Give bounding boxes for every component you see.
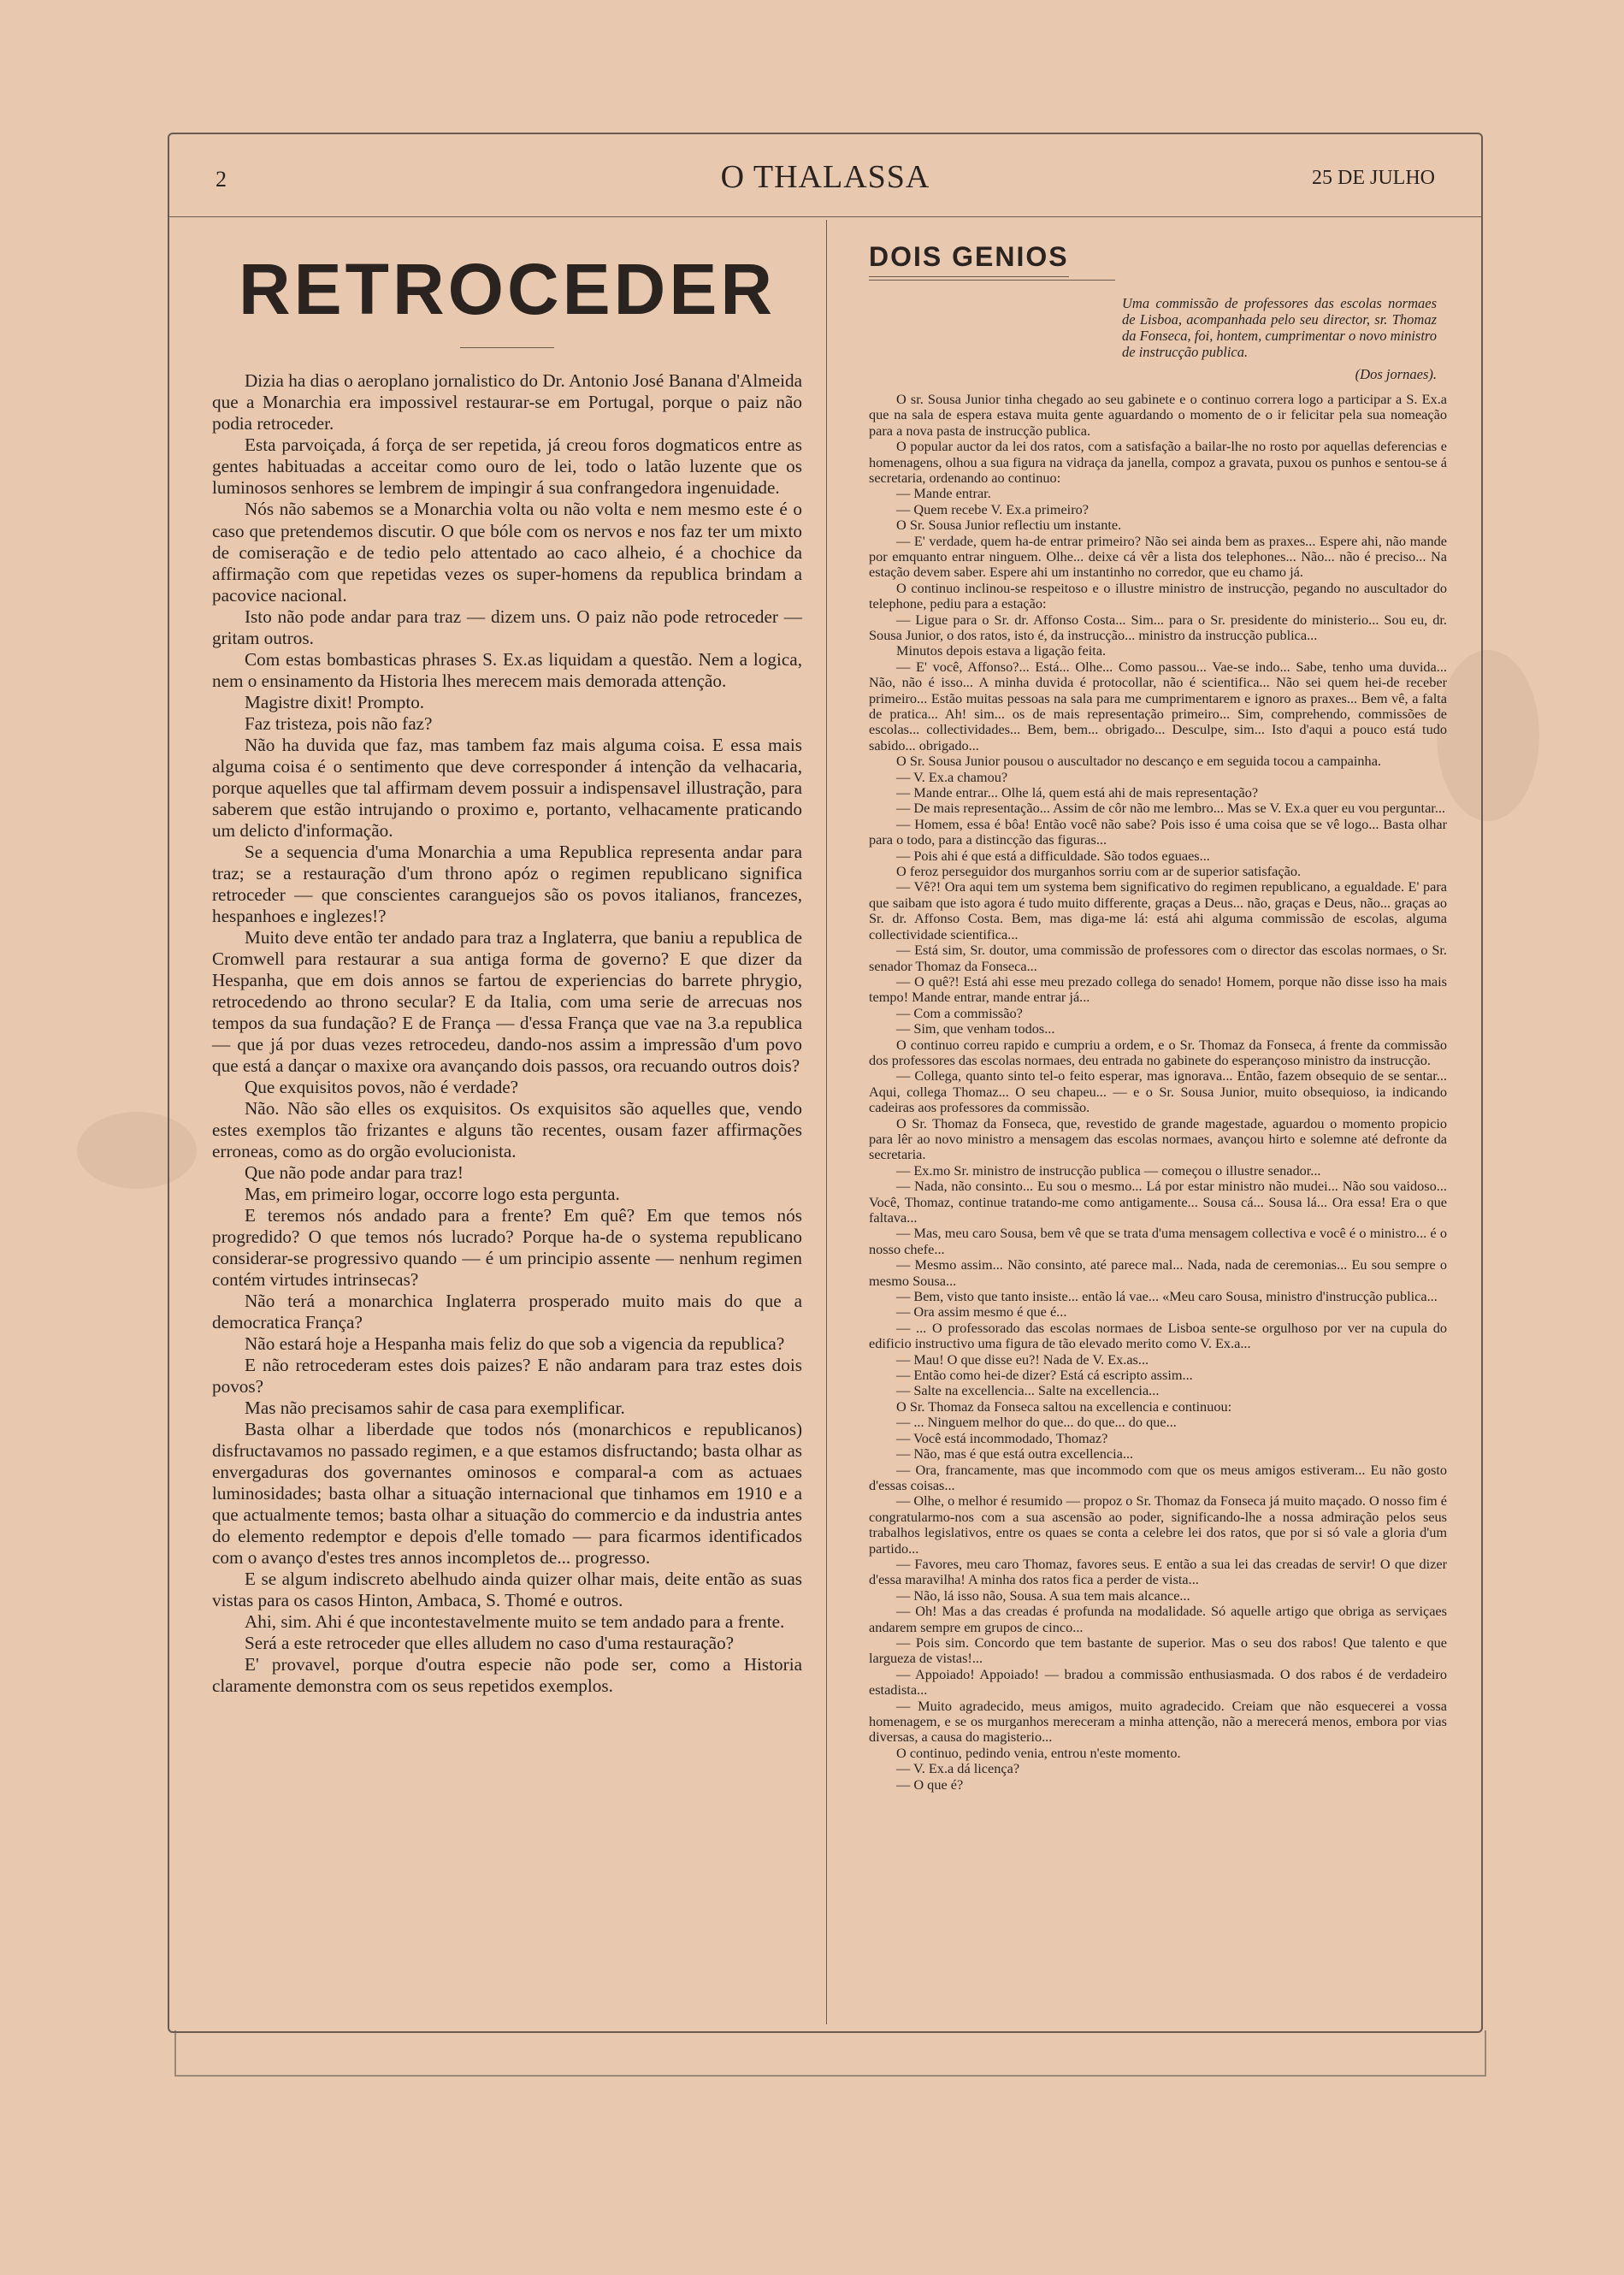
article-retroceder bbox=[212, 241, 802, 1697]
paragraph: Não ha duvida que faz, mas tambem faz mais alguma coisa. E essa mais alguma coisa é o sentimento que deve corresponder á intenção da velhacaria, porque aquelles que tal affirmam devem possuir a indispensavel illustração, para saberem que estão intrujando o proximo e, portanto, velhacamente praticando um delicto d'informação. bbox=[212, 734, 802, 841]
paragraph: O Sr. Sousa Junior pousou o auscultador no descanço e em seguida tocou a campainha. bbox=[896, 753, 1381, 770]
paragraph: Será a este retroceder que elles alludem no caso d'uma restauração? bbox=[245, 1633, 735, 1654]
paragraph: — Você está incommodado, Thomaz? bbox=[896, 1429, 1108, 1446]
paragraph: Que não pode andar para traz! bbox=[245, 1161, 464, 1183]
paragraph: — Mas, meu caro Sousa, bem vê que se trata d'uma mensagem collectiva e você é o ministro... é o nosso chefe... bbox=[869, 1225, 1447, 1257]
paragraph: Ahi, sim. Ahi é que incontestavelmente muito se tem andado para a frente. bbox=[245, 1611, 785, 1633]
paragraph: — Mande entrar... Olhe lá, quem está ahi de mais representação? bbox=[896, 784, 1259, 801]
paragraph: Não. Não são elles os exquisitos. Os exquisitos são aquelles que, vendo estes exemplos tão frizantes e alguns tão recentes, ousam fazer affirmações erroneas, como as do orgão evolucionista. bbox=[212, 1097, 802, 1161]
paragraph: Faz tristeza, pois não faz? bbox=[245, 712, 433, 734]
paragraph: Isto não pode andar para traz — dizem uns. O paiz não pode retroceder — gritam outros. bbox=[212, 606, 802, 648]
paragraph: — V. Ex.a chamou? bbox=[896, 768, 1008, 785]
paragraph: — Homem, essa é bôa! Então você não sabe? Pois isso é uma coisa que se vê logo... Basta olhar para o todo, para a distincção das figuras... bbox=[869, 815, 1447, 848]
paragraph: — Quem recebe V. Ex.a primeiro? bbox=[896, 500, 1089, 517]
paragraph: — Então como hei-de dizer? Está cá escripto assim... bbox=[896, 1367, 1193, 1384]
paragraph: Não estará hoje a Hespanha mais feliz do que sob a vigencia da republica? bbox=[245, 1333, 785, 1355]
page-header bbox=[169, 134, 1481, 217]
paragraph: E' provavel, porque d'outra especie não pode ser, como a Historia claramente demonstra com os seus repetidos exemplos. bbox=[212, 1654, 802, 1697]
newspaper-name: O THALASSA bbox=[720, 159, 930, 195]
title-underline bbox=[869, 280, 1115, 281]
article-dois-genios bbox=[869, 241, 1447, 1793]
paragraph: O Sr. Thomaz da Fonseca saltou na excellencia e continuou: bbox=[896, 1398, 1232, 1415]
paragraph: — Mesmo assim... Não consinto, até parece mal... Nada, nada de ceremonias... Eu sou sempre o mesmo Sousa... bbox=[869, 1256, 1447, 1289]
paragraph: — Com a commissão? bbox=[896, 1004, 1023, 1021]
paragraph: O sr. Sousa Junior tinha chegado ao seu gabinete e o continuo correra logo a participar a S. Ex.a que na sala de espera estava muita gente aguardando o momento de o ir felicitar pela sua nomeação para a nova pasta de instrucção publica. bbox=[869, 390, 1447, 439]
paragraph: — Está sim, Sr. doutor, uma commissão de professores com o director das escolas normaes, o Sr. senador Thomaz da Fonseca... bbox=[869, 942, 1447, 974]
paragraph: — Sim, que venham todos... bbox=[896, 1020, 1055, 1037]
paragraph: — E' verdade, quem ha-de entrar primeiro? Não sei ainda bem as praxes... Espere ahi, não mande por emquanto entrar ninguem. Olhe... deixe cá vêr a lista dos telephones... Não... não é preciso... Na estação devem saber. Espere ahi um instantinho no corredor, que eu chamo já. bbox=[869, 532, 1447, 581]
paragraph: O feroz perseguidor dos murganhos sorriu com ar de superior satisfação. bbox=[896, 863, 1302, 880]
paragraph: Se a sequencia d'uma Monarchia a uma Republica representa andar para traz; se a restauração d'um throno apóz o regimen republicano significa retroceder — que conscientes caranguejos são os povos italianos, francezes, hespanhoes e inglezes!? bbox=[212, 841, 802, 926]
paragraph: — Ora assim mesmo é que é... bbox=[896, 1303, 1067, 1321]
paragraph: Mas não precisamos sahir de casa para exemplificar. bbox=[245, 1398, 625, 1419]
paragraph: — Collega, quanto sinto tel-o feito esperar, mas ignorava... Então, fazem obsequio de se sentar... Aqui, collega Thomaz... O seu chapeu... — e o Sr. Sousa Junior, muito obsequioso, ia indicando cadeiras aos professores da commissão. bbox=[869, 1067, 1447, 1116]
paragraph: — Mande entrar. bbox=[896, 485, 991, 502]
paragraph: O continuo, pedindo venia, entrou n'este momento. bbox=[896, 1744, 1181, 1761]
paragraph: E teremos nós andado para a frente? Em quê? Em que temos nós progredido? O que temos nós lucrado? Porque ha-de o systema republicano considerar-se progressivo quando — é um principio assente — nenhum regimen contém virtudes intrinsecas? bbox=[212, 1205, 802, 1291]
epigraph-source: (Dos jornaes). bbox=[1355, 365, 1437, 382]
paragraph: — Oh! Mas a das creadas é profunda na modalidade. Só aquelle artigo que obriga as serviçaes andarem sempre em grupos de cinco... bbox=[869, 1603, 1447, 1635]
paragraph: — Muito agradecido, meus amigos, muito agradecido. Creiam que não esquecerei a vossa homenagem, e se os murganhos mereceram a minha attenção, não a merecerá menos, embora por vias diversas, a causa do magisterio... bbox=[869, 1697, 1447, 1746]
paragraph: Nós não sabemos se a Monarchia volta ou não volta e nem mesmo este é o caso que pretendemos discutir. O que bóle com os nervos e nos faz ter um mixto de comiseração e de tedio pelo attentado ao caco alheio, é a chochice da affirmação com que repetidas vezes os super-homens da republica brindam a pacovice nacional. bbox=[212, 499, 802, 606]
page-number: 2 bbox=[216, 167, 227, 192]
article-body bbox=[869, 392, 1447, 1793]
paragraph: O Sr. Sousa Junior reflectiu um instante. bbox=[896, 517, 1122, 534]
paragraph: Muito deve então ter andado para traz a Inglaterra, que baniu a republica de Cromwell para restaurar a sua antiga forma de governo? E que dizer da Hespanha, que em dois annos se fartou de experiencias do barrete phrygio, retrocedendo ao throno secular? E da Italia, com uma serie de arrecuas nos tempos da sua fundação? E de França — d'essa França que vae na 3.a republica — que já por duas vezes retrocedeu, dando-nos assim a impressão d'um povo que está a dançar o maxixe ora avançando dois passos, ora recuando outros dois? bbox=[212, 926, 802, 1076]
paragraph: — Ora, francamente, mas que incommodo com que os meus amigos estiveram... Eu não gosto d'essas coisas... bbox=[869, 1461, 1447, 1493]
paragraph: Magistre dixit! Prompto. bbox=[245, 691, 425, 712]
paragraph: — ... Ninguem melhor do que... do que... do que... bbox=[896, 1414, 1177, 1431]
paragraph: — V. Ex.a dá licença? bbox=[896, 1760, 1020, 1777]
article-title: DOIS GENIOS bbox=[869, 241, 1069, 277]
paragraph: E não retrocederam estes dois paizes? E não andaram para traz estes dois povos? bbox=[212, 1355, 802, 1398]
epigraph: Uma commissão de professores das escolas normaes de Lisboa, acompanhada pelo seu director, sr. Thomaz da Fonseca, foi, hontem, cumprimentar o novo ministro de instrucção publica. bbox=[1122, 295, 1437, 360]
paragraph: Esta parvoiçada, á força de ser repetida, já creou foros dogmaticos entre as gentes habituadas a acceitar como ouro de lei, todo o latão luzente que os luminosos senhores se lembrem de impingir á sua confrangedora ingenuidade. bbox=[212, 434, 802, 499]
paragraph: — Salte na excellencia... Salte na excellencia... bbox=[896, 1382, 1160, 1399]
paragraph: — O que é? bbox=[896, 1776, 964, 1793]
paragraph: — Bem, visto que tanto insiste... então lá vae... «Meu caro Sousa, ministro d'instrucção publica... bbox=[896, 1288, 1438, 1305]
paragraph: — Ex.mo Sr. ministro de instrucção publica — começou o illustre senador... bbox=[896, 1161, 1321, 1179]
paragraph: — Nada, não consinto... Eu sou o mesmo... Lá por estar ministro não mudei... Não sou vaidoso... Você, Thomaz, continue tratando-me como antigamente... Sousa cá... Sousa lá... Ora essa! Era o que faltava... bbox=[869, 1178, 1447, 1226]
paragraph: O continuo inclinou-se respeitoso e o illustre ministro de instrucção, pegando no auscultador do telephone, pediu para a estação: bbox=[869, 579, 1447, 612]
paragraph: O Sr. Thomaz da Fonseca, que, revestido de grande magestade, aguardou o momento propicio para lêr ao novo ministro a mensagem das escolas normaes, avançou hirto e solemne até defronte da secretaria. bbox=[869, 1114, 1447, 1163]
column-divider bbox=[826, 220, 827, 2024]
paragraph: — Vê?! Ora aqui tem um systema bem significativo do regimen republicano, a egualdade. E' para que saibam que isto agora é tudo muito differente, graças a Deus... não, graças e Deus, não... graças ao Sr. dr. Affonso Costa. Bem, mas diga-me lá: está ahi alguma commissão de escolas, alguma collectividade scientifica... bbox=[869, 878, 1447, 942]
title-rule bbox=[460, 347, 554, 348]
paragraph: E se algum indiscreto abelhudo ainda quizer olhar mais, deite então as suas vistas para os casos Hinton, Ambaca, S. Thomé e outros. bbox=[212, 1569, 802, 1611]
article-title: RETROCEDER bbox=[238, 249, 777, 329]
paragraph: — Appoiado! Appoiado! — bradou a commissão enthusiasmada. O dos rabos é de verdadeiro estadista... bbox=[869, 1665, 1447, 1699]
paragraph: — Não, lá isso não, Sousa. A sua tem mais alcance... bbox=[896, 1587, 1190, 1604]
paragraph: Minutos depois estava a ligação feita. bbox=[896, 642, 1107, 659]
paragraph: — Favores, meu caro Thomaz, favores seus. E então a sua lei das creadas de servir! O que dizer d'essa maravilha! A minha dos ratos fica a perder de vista... bbox=[869, 1555, 1447, 1588]
paragraph: — O quê?! Está ahi esse meu prezado collega do senado! Homem, porque não disse isso ha mais tempo! Mande entrar, mande entrar já... bbox=[869, 972, 1447, 1006]
paragraph: O popular auctor da lei dos ratos, com a satisfação a bailar-lhe no rosto por aquellas deferencias e homenagens, olhou a sua figura na vidraça da janella, compoz a gravata, puxou os punhos e sentou-se á secretaria, ordenando ao continuo: bbox=[869, 438, 1447, 486]
paragraph: Basta olhar a liberdade que todos nós (monarchicos e republicanos) disfructavamos no passado regimen, e a que estamos disfructando; basta olhar as envergaduras dos governantes ominosos e comparal-a com as actuaes luminosidades; basta olhar a situação internacional que tinhamos em 1910 e a que actualmente temos; basta olhar a situação do commercio e da industria antes do elemento redemptor e depois d'elle tomado — para ficarmos identificados com o avanço d'estes tres annos incompletos de... progresso. bbox=[212, 1419, 802, 1569]
paragraph: Não terá a monarchica Inglaterra prosperado muito mais do que a democratica França? bbox=[212, 1291, 802, 1333]
paragraph: — Ligue para o Sr. dr. Affonso Costa... Sim... para o Sr. presidente do ministerio... Sou eu, dr. Sousa Junior, o dos ratos, isto é, da instrucção... ministro da instrucção publica... bbox=[869, 611, 1447, 643]
paragraph: — Não, mas é que está outra excellencia... bbox=[896, 1445, 1134, 1462]
page-edge bbox=[174, 2030, 1486, 2077]
paragraph: — ... O professorado das escolas normaes de Lisboa sente-se orgulhoso por ver na cupula do edificio instructivo uma figura de tão elevado merito como V. Ex.a... bbox=[869, 1319, 1447, 1352]
article-body bbox=[212, 370, 802, 1697]
paragraph: Que exquisitos povos, não é verdade? bbox=[245, 1076, 519, 1097]
paragraph: — Mau! O que disse eu?! Nada de V. Ex.as... bbox=[896, 1350, 1149, 1368]
paragraph: Dizia ha dias o aeroplano jornalistico do Dr. Antonio José Banana d'Almeida que a Monarchia era impossivel restaurar-se em Portugal, porque o paiz não podia retroceder. bbox=[212, 370, 802, 434]
newspaper-page bbox=[168, 133, 1483, 2033]
paragraph: O continuo correu rapido e cumpriu a ordem, e o Sr. Thomaz da Fonseca, á frente da commissão dos professores das escolas normaes, deu entrada no gabinete do esperançoso ministro da instrucção. bbox=[869, 1036, 1447, 1068]
issue-date: 25 DE JULHO bbox=[1312, 167, 1435, 189]
paragraph: — Pois sim. Concordo que tem bastante de superior. Mas o seu dos rabos! Que talento e que largueza de vistas!... bbox=[869, 1634, 1447, 1667]
paragraph: — E' você, Affonso?... Está... Olhe... Como passou... Vae-se indo... Sabe, tenho uma duvida... Não, não é isso... A minha duvida é protocollar, não é scientifica... Não sei quem hei-de receber primeiro... Estão muitas pessoas na sala para me cumprimentarem e ignoro as praxes... Bem vê, a falta de pratica... Ah! sim... os de mais representação primeiro... Sim, comprehendo, commissões de escolas... collectividades... Bem, bem... obrigado... Desculpe, sim... Isto d'aqui a pouco está tudo sabido... obrigado... bbox=[869, 658, 1447, 753]
paragraph: Com estas bombasticas phrases S. Ex.as liquidam a questão. Nem a logica, nem o ensinamento da Historia lhes merecem mais demorada attenção. bbox=[212, 648, 802, 691]
paragraph: — Pois ahi é que está a difficuldade. São todos eguaes... bbox=[896, 847, 1210, 864]
paragraph: — De mais representação... Assim de côr não me lembro... Mas se V. Ex.a quer eu vou perguntar... bbox=[896, 800, 1446, 817]
paragraph: Mas, em primeiro logar, occorre logo esta pergunta. bbox=[245, 1183, 620, 1204]
paragraph: — Olhe, o melhor é resumido — propoz o Sr. Thomaz da Fonseca já muito maçado. O nosso fim é congratularmo-nos com a sua ascensão ao poder, significando-lhe a nossa admiração pelos seus trabalhos legislativos, entre os quaes se conta a celebre lei dos ratos, que por si só vale a gloria d'um partido... bbox=[869, 1492, 1447, 1557]
